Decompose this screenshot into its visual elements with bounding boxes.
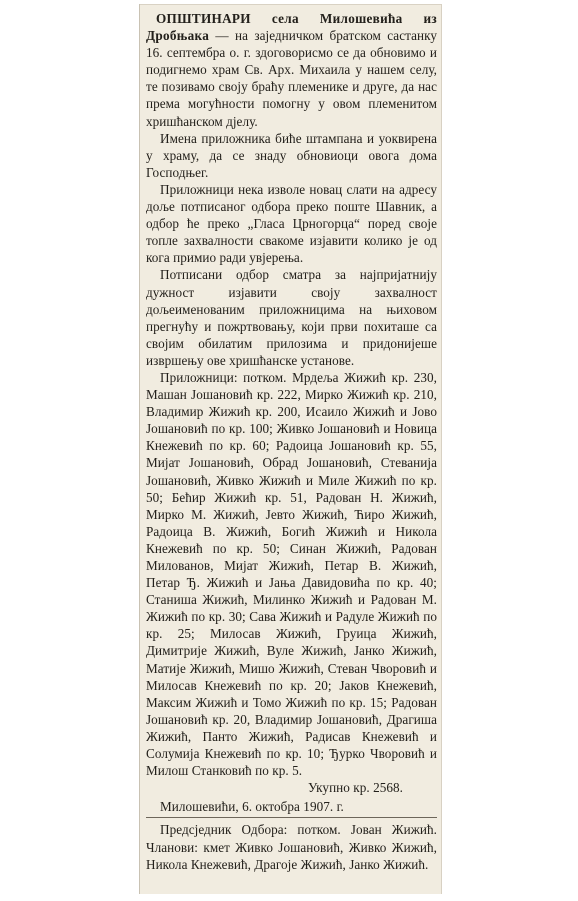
headline: ОПШТИНАРИ села Милошевића из Дробњака	[146, 11, 437, 44]
divider	[146, 817, 437, 818]
place-date: Милошевићи, 6. октобра 1907. г.	[160, 799, 344, 815]
opening-paragraph	[146, 10, 437, 130]
newspaper-clipping	[139, 4, 442, 894]
paragraph-names: Имена приложника биће штампана и уоквирена у храму, да се знаду обновиоци овога дома Господњег.	[146, 130, 437, 180]
top-edge	[140, 4, 441, 5]
total-amount: Укупно кр. 2568.	[307, 780, 403, 796]
committee-signatures: Предсједник Одбора: потком. Јован Жижић. Чланови: кмет Живко Јошановић, Живко Жижић, Никола Кнежевић, Драгоје Жижић, Јанко Жижић.	[146, 822, 437, 872]
intro-text: — на заједничком братском састанку 16. септембра о. г. здоговорисмо се да обновимо и подигнемо храм Св. Арх. Михаила у нашем селу, те позивамо своју браћу племенике и друге, да нас према могућности помогну у овом племенитом хришћанском дјелу.	[146, 28, 437, 129]
donor-list: Приложници: потком. Мрдеља Жижић кр. 230, Машан Јошановић кр. 222, Мирко Жижић кр. 210, Владимир Жижић кр. 200, Исаило Жижић и Јово Јошановић по кр. 100; Живко Јошановић и Новица Кнежевић по кр. 60; Радоица Јошановић кр. 55, Мијат Јошановић, Обрад Јошановић, Стеванија Јошановић, Живко Жижић и Миле Жижић по кр. 50; Бећир Жижић кр. 51, Радован Н. Жижић, Мирко М. Жижић, Јевто Жижић, Ћиро Жижић, Радоица В. Жижић, Богић Жижић и Никола Кнежевић по кр. 50; Синан Жижић, Радован Милованов, Мијат Жижић, Петар В. Жижић, Петар Ђ. Жижић и Јања Давидовића по кр. 40; Станиша Жижић, Милинко Жижић и Радован М. Жижић по кр. 30; Сава Жижић и Радуле Жижић по кр. 25; Милосав Жижић, Груица Жижић, Димитрије Жижић, Вуле Жижић, Јанко Жижић, Матије Жижић, Мишо Жижић, Стеван Чворовић и Милосав Кнежевић по кр. 20; Јаков Кнежевић, Максим Жижић и Томо Жижић по кр. 15; Радован Јошановић кр. 20, Владимир Јошановић, Драгиша Жижић, Панто Жижић, Радисав Кнежевић и Солумија Кнежевић по кр. 10; Ђурко Чворовић и Милош Станковић по кр. 5.	[146, 369, 437, 779]
paragraph-thanks: Потписани одбор сматра за најпријатнију дужност изјавити своју захвалност дољеименованим приложницима на њиховом прегнућу и пожртвовању, који први похиташе са својим обилатим прилозима и придонијеше извршењу ове хришћанске установе.	[146, 267, 437, 368]
paragraph-address: Приложници нека изволе новац слати на адресу доље потписаног одбора преко поште Шавник, а одбор ће преко „Гласа Црногорца“ поред своје топле захвалности свакоме изјавити колико је од кога примио ради увјерења.	[146, 181, 437, 266]
